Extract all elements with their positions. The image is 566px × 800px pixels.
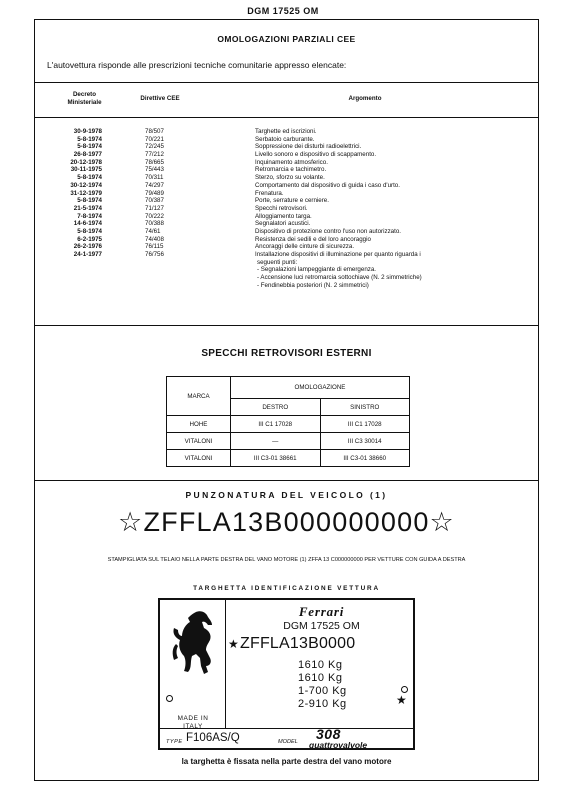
argomento-subline: - Accensione luci retromarcia sottochiave (N. 2 simmetriche)	[257, 274, 422, 282]
section-divider	[35, 480, 538, 481]
argomento-text: Dispositivo di protezione contro l'uso non autorizzato.	[255, 227, 401, 235]
argomento-text: Retromarcia e tachimetro.	[255, 166, 327, 174]
star-icon: ★	[228, 637, 239, 651]
mirror-destro: III C1 17028	[231, 416, 321, 433]
argomento-subline: - Segnalazioni lampeggiante di emergenza.	[257, 266, 377, 274]
argomento-text: Resistenza dei sedili e del loro ancoraggio	[255, 235, 371, 243]
direttiva-code: 78/507	[145, 128, 164, 135]
document-frame	[34, 19, 539, 781]
argomento-text: Porte, serrature e cerniere.	[255, 197, 329, 205]
table-row	[35, 236, 538, 244]
bottom-note: la targhetta è fissata nella parte destra del vano motore	[181, 757, 392, 766]
plate-weight: 2-910 Kg	[298, 698, 347, 710]
decreto-date: 14-6-1974	[73, 220, 102, 228]
direttiva-code: 79/489	[145, 189, 164, 197]
targhetta-title: TARGHETTA IDENTIFICAZIONE VETTURA	[193, 585, 380, 592]
table-row	[35, 197, 538, 205]
table-row	[35, 243, 538, 251]
direttiva-code: 74/61	[145, 227, 161, 235]
table-row	[35, 174, 538, 182]
star-icon: ★	[396, 693, 407, 707]
direttiva-code: 78/665	[145, 158, 164, 166]
table-row	[35, 182, 538, 190]
table-row	[35, 251, 538, 259]
argomento-text: Serbatoio carburante.	[255, 135, 315, 143]
plate-logo-panel	[160, 600, 226, 728]
vin-stamp: ☆ZFFLA13B000000000☆	[118, 507, 455, 537]
decreto-date: 20-12-1978	[70, 158, 102, 166]
decreto-date: 7-8-1974	[77, 212, 102, 220]
direttiva-code: 70/221	[145, 135, 164, 143]
mirror-sinistro: III C3 30014	[320, 433, 410, 450]
direttiva-code: 70/387	[145, 197, 164, 205]
direttiva-code: 74/297	[145, 181, 164, 189]
decreto-date: 30-11-1975	[70, 166, 102, 174]
model-label: MODEL	[278, 739, 298, 745]
mirror-destro: III C3-01 38661	[231, 450, 321, 467]
table-row	[35, 228, 538, 236]
type-value: F106AS/Q	[186, 732, 240, 744]
decreto-date: 21-5-1974	[73, 204, 102, 212]
table-row	[167, 433, 410, 450]
table-row	[35, 128, 538, 136]
direttiva-code: 77/212	[145, 151, 164, 159]
argomento-subline: seguenti punti:	[257, 258, 298, 266]
direttiva-code: 74/408	[145, 235, 164, 243]
omologazioni-title: OMOLOGAZIONI PARZIALI CEE	[217, 34, 356, 44]
plate-brand: Ferrari	[298, 604, 345, 619]
argomento-text: Inquinamento atmosferico.	[255, 158, 328, 166]
table-row	[167, 450, 410, 467]
stamp-note: STAMPIGLIATA SUL TELAIO NELLA PARTE DESTRA DEL VANO MOTORE (1) ZFFA 13 C000000000 PER VETTURE CON GUIDA A DESTRA	[107, 557, 466, 563]
header-decreto: Decreto Ministeriale	[67, 91, 102, 106]
direttiva-code: 76/115	[145, 243, 164, 251]
mirror-marca: HOHE	[167, 416, 231, 433]
decreto-date: 24-1-1977	[73, 251, 102, 258]
argomento-text: Comportamento dal dispositivo di guida i caso d'urto.	[255, 181, 400, 189]
argomento-subline: - Fendinebbia posteriori (N. 2 simmetrici)	[257, 281, 369, 289]
table-row	[35, 159, 538, 167]
direttiva-code: 70/222	[145, 212, 164, 220]
mirror-col-marca: MARCA	[167, 377, 231, 416]
decreto-date: 26-8-1977	[73, 151, 102, 159]
argomento-text: Frenatura.	[255, 189, 284, 197]
direttiva-code: 75/443	[145, 166, 164, 174]
argomento-text: Installazione dispositivi di illuminazione per quanto riguarda i	[255, 251, 421, 258]
decreto-date: 30-12-1974	[70, 181, 102, 189]
mirror-sinistro: III C3-01 38660	[320, 450, 410, 467]
plate-model-bar	[160, 728, 413, 750]
direttiva-code: 72/245	[145, 143, 164, 151]
argomento-text: Specchi retrovisori.	[255, 204, 308, 212]
direttiva-code: 76/756	[145, 251, 164, 258]
plate-vin: ZFFLA13B0000	[240, 635, 356, 652]
model-number: 308	[316, 726, 341, 742]
rivet-icon	[166, 695, 173, 702]
decreto-date: 30-9-1978	[73, 128, 102, 135]
table-row	[35, 205, 538, 213]
table-row	[35, 166, 538, 174]
table-row	[35, 151, 538, 159]
direttiva-code: 71/127	[145, 204, 164, 212]
mirror-marca: VITALONI	[167, 433, 231, 450]
punzonatura-title: PUNZONATURA DEL VEICOLO (1)	[185, 490, 388, 500]
omologazioni-intro: L'autovettura risponde alle prescrizioni tecniche comunitarie appresso elencate:	[47, 60, 347, 70]
type-label: TYPE	[166, 739, 183, 745]
argomento-text: Alloggiamento targa.	[255, 212, 312, 220]
argomento-text: Sterzo, sforzo su volante.	[255, 174, 325, 182]
decreto-date: 5-8-1974	[77, 197, 102, 205]
plate-weight: 1-700 Kg	[298, 685, 347, 697]
cee-table-body	[35, 128, 538, 289]
argomento-text: Targhette ed iscrizioni.	[255, 128, 317, 135]
document-code: DGM 17525 OM	[247, 6, 319, 16]
rivet-icon	[401, 686, 408, 693]
identification-plate	[158, 598, 415, 750]
prancing-horse-icon	[166, 608, 220, 678]
argomento-text: Segnalatori acustici.	[255, 220, 311, 228]
table-row	[35, 220, 538, 228]
header-argomento: Argomento	[348, 95, 382, 102]
mirror-destro: —	[231, 433, 321, 450]
table-row	[35, 143, 538, 151]
made-in-line-1: MADE IN	[177, 715, 209, 722]
mirror-marca: VITALONI	[167, 450, 231, 467]
argomento-text: Livello sonoro e dispositivo di scappamento.	[255, 151, 377, 159]
decreto-date: 5-8-1974	[77, 174, 102, 182]
decreto-date: 5-8-1974	[77, 227, 102, 235]
direttiva-code: 70/311	[145, 174, 164, 182]
direttiva-code: 70/388	[145, 220, 164, 228]
plate-dgm: DGM 17525 OM	[283, 620, 360, 632]
table-row	[35, 136, 538, 144]
table-row	[35, 213, 538, 221]
cee-table-header	[35, 82, 538, 118]
mirror-col-destro: DESTRO	[231, 399, 321, 416]
decreto-date: 31-12-1979	[70, 189, 102, 197]
model-name: quattrovalvole	[309, 740, 368, 750]
section-divider	[35, 325, 538, 326]
table-row	[167, 416, 410, 433]
plate-weight: 1610 Kg	[298, 672, 343, 684]
header-direttive: Direttive CEE	[140, 95, 180, 102]
decreto-date: 5-8-1974	[77, 143, 102, 151]
made-in-line-2: ITALY	[183, 723, 203, 730]
mirror-col-sinistro: SINISTRO	[320, 399, 410, 416]
mirror-sinistro: III C1 17028	[320, 416, 410, 433]
mirror-table	[166, 376, 410, 467]
decreto-date: 26-2-1976	[73, 243, 102, 251]
decreto-date: 6-2-1975	[77, 235, 102, 243]
mirror-col-omologazione: OMOLOGAZIONE	[231, 377, 410, 399]
plate-weight: 1610 Kg	[298, 659, 343, 671]
argomento-text: Soppressione dei disturbi radioelettrici.	[255, 143, 362, 151]
decreto-date: 5-8-1974	[77, 135, 102, 143]
table-row	[35, 190, 538, 198]
specchi-title: SPECCHI RETROVISORI ESTERNI	[201, 348, 372, 359]
argomento-text: Ancoraggi delle cinture di sicurezza.	[255, 243, 355, 251]
